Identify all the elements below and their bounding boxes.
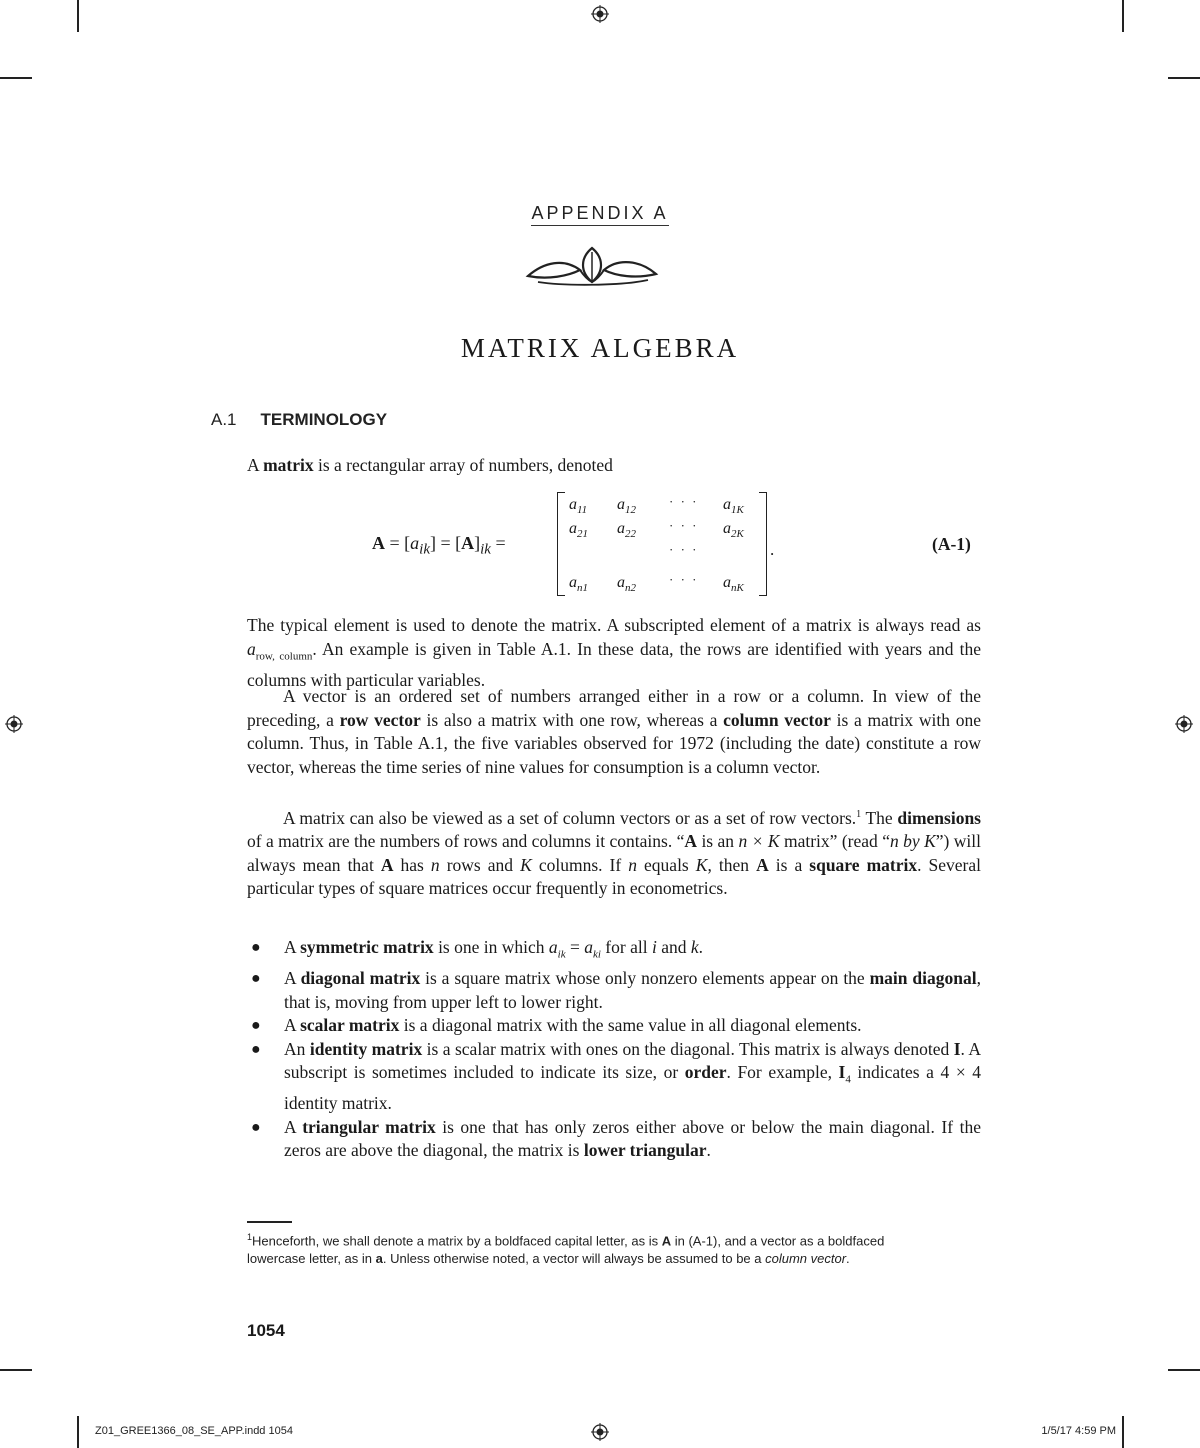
crop-mark	[1122, 0, 1124, 32]
footnote-rule	[247, 1221, 292, 1223]
matrix-bracket-right	[759, 492, 767, 596]
bullet-icon: ●	[251, 1118, 261, 1136]
matrix-cell: $a_{n1}$	[569, 574, 588, 595]
bullet-icon: ●	[251, 1017, 261, 1034]
list-item: ● A triangular matrix is one that has only zeros either above or below the main diagonal. If the zeros are above the diagonal, the matrix is lower triangular.	[251, 1116, 981, 1160]
section-title: TERMINOLOGY	[260, 410, 388, 429]
matrix-ellipsis: · · ·	[669, 494, 699, 509]
registration-mark-icon	[591, 1423, 609, 1441]
intro-text: A matrix is a rectangular array of numbers, denoted	[247, 455, 613, 475]
paragraph-vector: A vector is an ordered set of numbers arranged either in a row or a column. In view of the preceding, a row vector is also a matrix with one row, whereas a column vector is a matrix with one column. Thus, in Table A.1, the five variables observed for 1972 (including the date) constitute a row vector, whereas the time series of nine values for consumption is a column vector.	[247, 686, 981, 777]
list-item: ● A diagonal matrix is a square matrix whose only nonzero elements appear on the main diagonal, that is, moving from upper left to lower right.	[251, 968, 981, 1012]
matrix-cell: $a_{2K}$	[723, 520, 744, 541]
leaf-ornament-icon	[524, 242, 660, 288]
matrix-types-list	[247, 936, 981, 1163]
matrix	[557, 492, 767, 596]
bullet-icon: ●	[251, 1040, 261, 1058]
crop-mark	[0, 1369, 32, 1371]
matrix-bracket-left	[557, 492, 565, 596]
crop-mark	[0, 77, 32, 79]
matrix-cell: $a_{12}$	[617, 496, 636, 517]
section-number: A.1	[211, 410, 237, 429]
bullet-icon: ●	[251, 939, 261, 956]
list-item: ● An identity matrix is a scalar matrix with ones on the diagonal. This matrix is always denoted I. A subscript is sometimes included to indicate its size, or order. For example, $I_4$ indicates a 4 × 4 identity matrix.	[251, 1038, 981, 1113]
registration-mark-icon	[591, 5, 609, 23]
section-heading	[211, 410, 387, 430]
crop-mark	[1122, 1416, 1124, 1448]
matrix-cell: $a_{21}$	[569, 520, 588, 541]
list-item: ● A symmetric matrix is one in which $a_{ik} = a_{ki}$ for all i and k.	[251, 937, 704, 961]
equation-lhs: $A = [a_{ik}] = [A]_{ik}$ =	[372, 533, 506, 558]
crop-mark	[1168, 77, 1200, 79]
matrix-ellipsis: · · ·	[669, 572, 699, 587]
matrix-cell: $a_{n2}$	[617, 574, 636, 595]
equation-number: (A-1)	[932, 534, 971, 554]
paragraph-typical-element: The typical element is used to denote the matrix. A subscripted element of a matrix is always read as $a_{row, column}$. An example is given in Table A.1. In these data, the rows are identified with years and the columns with particular variables.	[247, 615, 982, 690]
registration-mark-icon	[5, 715, 23, 733]
appendix-label: APPENDIX A	[0, 203, 1200, 224]
page-number: 1054	[247, 1321, 285, 1340]
matrix-cell: $a_{nK}$	[723, 574, 744, 595]
chapter-title: MATRIX ALGEBRA	[460, 333, 740, 363]
crop-mark	[77, 0, 79, 32]
equation-period: .	[770, 540, 775, 559]
matrix-cell: $a_{1K}$	[723, 496, 744, 517]
paragraph-dimensions: A matrix can also be viewed as a set of column vectors or as a set of row vectors.$^1$ The dimensions of a matrix are the numbers of rows and columns it contains. “A is an n × K matrix” (read “n by K”) will always mean that A has n rows and K columns. If n equals K, then A is a square matrix. Several particular types of square matrices occur frequently in econometrics.	[247, 807, 981, 899]
crop-mark	[77, 1416, 79, 1448]
matrix-ellipsis: · · ·	[669, 542, 699, 557]
matrix-cell: $a_{11}$	[569, 496, 588, 517]
matrix-ellipsis: · · ·	[669, 518, 699, 533]
footnote: $^1$Henceforth, we shall denote a matrix by a boldfaced capital letter, as is A in (A-1), and a vector as a boldfaced lowercase letter, as in a. Unless otherwise noted, a vector will always be assumed to be a column vector.	[247, 1232, 885, 1266]
matrix-cell: $a_{22}$	[617, 520, 636, 541]
slug-timestamp: 1/5/17 4:59 PM	[1041, 1425, 1116, 1437]
crop-mark	[1168, 1369, 1200, 1371]
registration-mark-icon	[1175, 715, 1193, 733]
bullet-icon: ●	[251, 970, 261, 987]
list-item: ● A scalar matrix is a diagonal matrix with the same value in all diagonal elements.	[247, 1014, 981, 1038]
slug-file: Z01_GREE1366_08_SE_APP.indd 1054	[95, 1425, 293, 1437]
